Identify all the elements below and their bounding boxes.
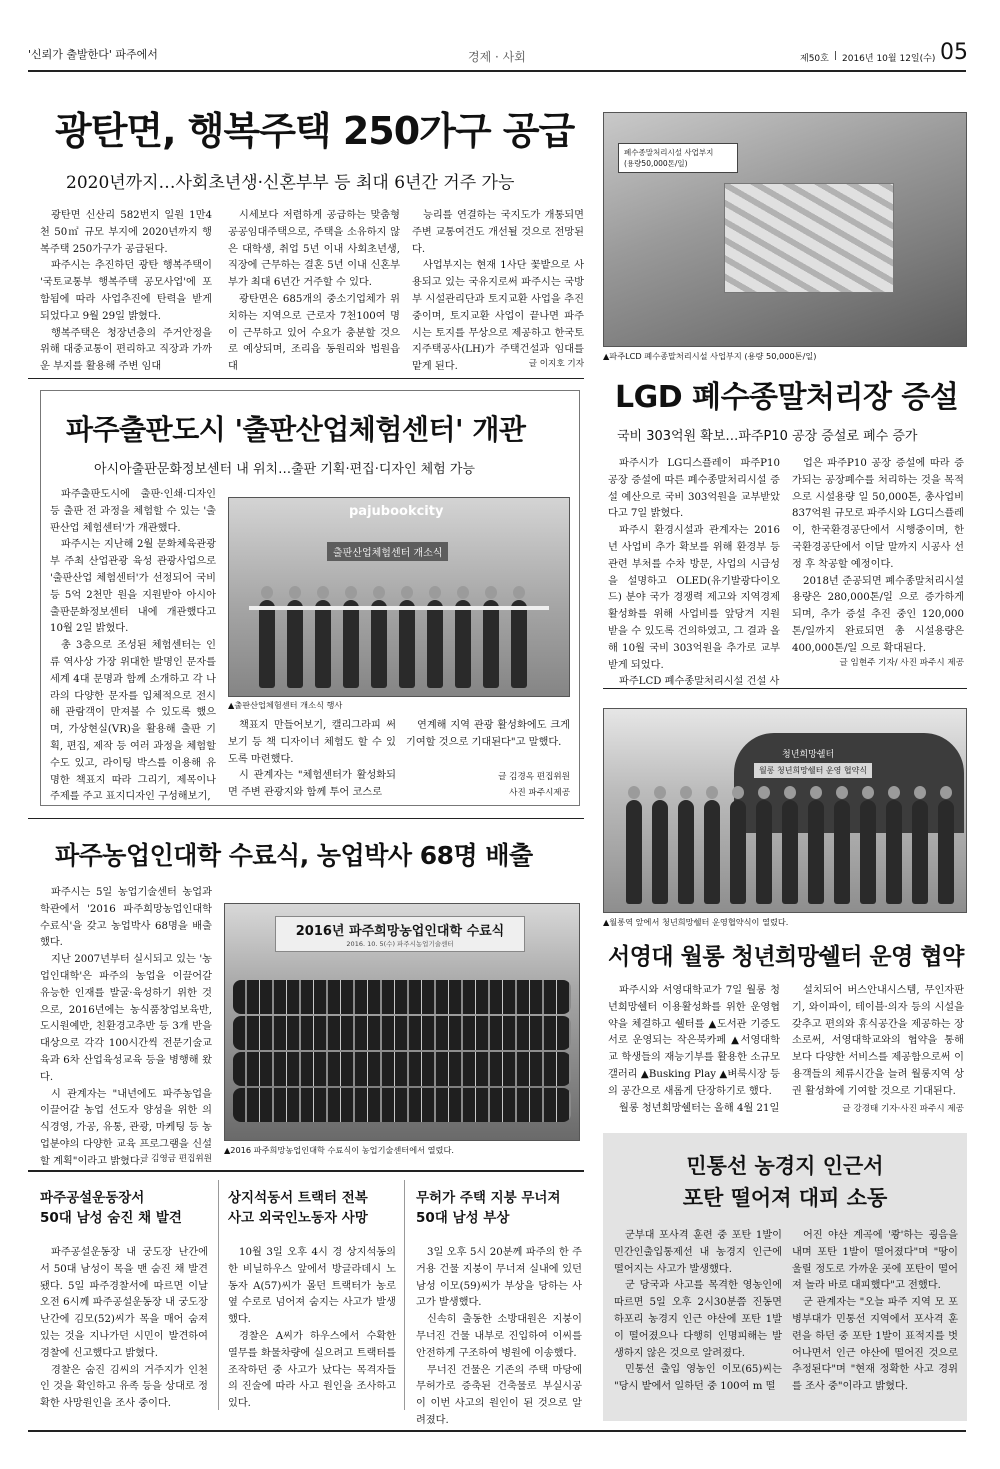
person-figure: [371, 600, 387, 688]
book-col3: 연계해 지역 관광 활성화에도 크게 기여할 것으로 기대된다"고 말했다.: [406, 720, 570, 748]
photo-ribbon-cutting: [228, 497, 570, 697]
graduate-row: [233, 1016, 571, 1050]
caption-ribbon-cutting: ▲출판산업체험센터 개소식 행사: [228, 700, 343, 710]
agri-col1: 파주시는 5일 농업기술센터 농업과학관에서 '2016 파주희망농업인대학 수료식'을 갖고 농업박사 68명을 배출했다. 지난 2007년부터 실시되고 있는 '농업인대학'은 파주의 농업을 이끌어갈 유능한 인재를 발굴·육성하기 위한 것으로, 2016년에는 농식품창업보육반, 도시원예반, 친환경고추반 등 3개 반을 대상으로 각각 100시간씩 전문기술교육과 6차 산업육성교육 등을 병행해 왔다. 시 관계자는 "내년에도 파주농업을 이끌어갈 농업 선도자 양성을 위한 의식경영, 가공, 유통, 관광, 마케팅 등 농업분야의 다양한 교육 프로그램을 신설할 계획"이라고 밝혔다.: [40, 887, 212, 1167]
person-figure: [652, 800, 668, 904]
brief1-headline: 파주공설운동장서 50대 남성 숨진 채 발견: [40, 1190, 182, 1226]
photo-sign-text: pajubookcity: [349, 504, 444, 519]
caption-youth-shelter: ▲월롱역 앞에서 청년희망쉘터 운영협약식이 열렸다.: [603, 917, 789, 927]
youth-col1: 파주시와 서영대학교가 7일 월롱 청년희망쉘터 이용활성화를 위한 운영협약을 체결하고 쉘터를 ▲도서관 기증도서로 운영되는 작은북카페 ▲서영대학교 학생들의 재능기부를 활용한 소규모 갤러리 ▲Busking Play ▲벼룩시장 등의 공간으로 새롭게 단장하기로 했다. 월롱 청년희망쉘터는 올해 4월 21일: [608, 985, 780, 1114]
person-figure: [455, 600, 471, 688]
person-figure: [427, 600, 443, 688]
person-figure: [730, 800, 746, 904]
photo-youth-shelter: [603, 708, 967, 913]
caption-wastewater-site: ▲파주LCD 폐수종말처리시설 사업부지 (용량 50,000톤/일): [603, 351, 817, 361]
brief-column-divider: [404, 1180, 405, 1410]
person-figure: [399, 600, 415, 688]
brief2-headline: 상지석동서 트랙터 전복 사고 외국인노동자 사망: [228, 1190, 368, 1226]
subhead-book-center: 아시아출판문화정보센터 내 위치…출판 기획·편집·디자인 체험 가능: [94, 462, 475, 477]
person-figure: [315, 600, 331, 688]
article1-col3: 능리를 연결하는 국지도가 개통되면 주변 교통여건도 개선될 것으로 전망된다. 사업부지는 현재 1사단 꽃밭으로 사용되고 있는 국유지로써 파주시는 국방부 시설관리단과 토지교환 사업을 추진 중이며, 토지교환 사업이 끝나면 파주시는 토지를 무상으로 제공하고 한국토지주택공사(LH)가 주택건설과 임대를 맡게 된다.: [412, 210, 584, 373]
graduate-row: [233, 1088, 571, 1122]
shelter-banner: 월롱 청년희망쉘터 운영 협약식: [754, 763, 872, 778]
footer-rule: [28, 1430, 966, 1432]
issue-divider: |: [834, 51, 838, 61]
person-figure: [678, 800, 694, 904]
briefs-top-rule: [28, 1170, 584, 1172]
brief2-body: 10월 3일 오후 4시 경 상지석동의 한 비닐하우스 앞에서 방글라데시 노동자 A(57)씨가 몰던 트랙터가 농로 옆 수로로 넘어져 숨지는 사고가 발생했다. 경찰은 A씨가 하우스에서 수확한 열무를 화물차량에 실으려고 트랙터를 조작하던 중 사고가 났다는 목격자들의 진술에 따라 사고 원인을 조사하고 있다.: [228, 1247, 396, 1410]
person-figure: [808, 800, 824, 904]
article1-col2: 시세보다 저렴하게 공급하는 맞춤형 공공임대주택으로, 주택을 소유하지 않은 대학생, 취업 5년 이내 사회초년생, 직장에 근무하는 결혼 5년 이내 신혼부부가 최대 6년간 거주할 수 있다. 광탄면은 685개의 중소기업체가 위치하는 지역으로 근로자 7천100여 명이 근무하고 있어 수요가 충분할 것으로 예상되며, 조리읍 동원리와 법원읍 대: [228, 210, 400, 373]
subhead-lgd: 국비 303억원 확보…파주P10 공장 증설로 폐수 증가: [617, 429, 918, 444]
graduate-row: [233, 1052, 571, 1086]
caption-agri-graduation: ▲2016 파주희망농업인대학 수료식이 농업기술센터에서 열렸다.: [224, 1145, 454, 1155]
person-figure: [886, 800, 902, 904]
person-figure: [704, 800, 720, 904]
brief1-body: 파주공설운동장 내 궁도장 난간에서 50대 남성이 목을 맨 숨진 채 발견됐다. 5일 파주경찰서에 따르면 이날 오전 6시께 파주공설운동장 내 궁도장 난간에 김모(52)씨가 목을 매어 숨져 있는 것을 지나가던 시민이 발견하여 경찰에 신고했다고 밝혔다. 경찰은 숨진 김씨의 거주지가 인천인 것을 확인하고 유족 등을 상대로 정확한 사망원인을 조사 중이다.: [40, 1247, 208, 1410]
person-figure: [343, 600, 359, 688]
site-plan-block: [724, 183, 894, 293]
person-figure: [259, 600, 275, 688]
headline-lgd: LGD 폐수종말처리장 증설: [615, 380, 959, 415]
headline-book-center: 파주출판도시 '출판산업체험센터' 개관: [66, 413, 526, 446]
mintong-col1: 군부대 포사격 훈련 중 포탄 1발이 민간인출입통제선 내 농경지 인근에 떨어지는 사고가 발생했다. 군 당국과 사고를 목격한 영농인에 따르면 5일 오후 2시30분쯤 진동면 하포리 농경지 인근 야산에 포탄 1발이 떨어졌으나 다행히 인명피해는 발생하지 않은 것으로 알려졌다. 민통선 출입 영농인 이모(65)씨는 "당시 밭에서 일하던 중 100여 m 떨: [614, 1230, 782, 1393]
headline-youth-shelter: 서영대 월롱 청년희망쉘터 운영 협약: [608, 944, 964, 970]
photo-label-box: 폐수종말처리시설 사업부지 (용량50,000톤/일): [618, 143, 738, 173]
photo-banner-text: 출판산업체험센터 개소식: [327, 542, 448, 561]
section-label: 경제 · 사회: [468, 50, 526, 64]
graduate-row: [233, 980, 571, 1014]
mintong-col2: 어진 야산 계곡에 '쾅'하는 굉음을 내며 포탄 1발이 떨어졌다"며 "땅이 울릴 정도로 가까운 곳에 포탄이 떨어져 놀라 바로 대피했다"고 전했다. 군 관계자는 "오늘 파주 지역 모 포병부대가 민통선 지역에서 포사격 훈련을 하던 중 포탄 1발이 표적지를 벗어나면서 인근 야산에 떨어진 것으로 추정된다"며 "현재 정확한 사고 경위를 조사 중"이라고 밝혔다.: [792, 1230, 958, 1393]
header-rule: [28, 70, 966, 72]
book-byline-photo: 사진 파주시제공: [509, 788, 570, 798]
brief-column-divider: [218, 1180, 219, 1410]
person-figure: [287, 600, 303, 688]
lgd-col2: 업은 파주P10 공장 증설에 따라 증가되는 공장폐수를 처리하는 것을 목적으로 시설용량 일 50,000톤, 총사업비 837억원 규모로 파주시와 LG디스플레이, 한국환경공단에서 시행중이며, 한국환경공단에서 이달 말까지 시공사 선정 후 착공할 예정이다. 2018년 준공되면 폐수종말처리시설 용량은 280,000톤/일 으로 증가하게 되며, 추가 증설 추진 중인 120,000톤/일까지 완료되면 총 시설용량은 400,000톤/일 으로 확대된다.: [792, 458, 964, 654]
issue-number: 제50호: [800, 54, 829, 64]
person-figure: [483, 600, 499, 688]
divider: [28, 818, 584, 819]
person-figure: [938, 800, 954, 904]
headline-happy-housing: 광탄면, 행복주택 250가구 공급: [55, 109, 575, 153]
brief3-headline: 무허가 주택 지붕 무너져 50대 남성 부상: [416, 1190, 561, 1226]
brief3-body: 3일 오후 5시 20분께 파주의 한 주거용 건물 지붕이 무너져 실내에 있던 남성 이모(59)씨가 부상을 당하는 사고가 발생했다. 신속히 출동한 소방대원은 지붕이 무너진 건물 내부로 진입하여 이씨를 안전하게 구조하여 병원에 이송했다. 무너진 건물은 기존의 주택 마당에 무허가로 증축된 건축물로 부실시공이 이번 사고의 원인이 된 것으로 알려졌다.: [416, 1247, 582, 1426]
person-figure: [626, 800, 642, 904]
book-col1: 파주출판도시에 출판·인쇄·디자인 등 출판 전 과정을 체험할 수 있는 '출판산업 체험센터'가 개관했다. 파주시는 지난해 2월 문화체육관광부 주최 산업관광 육성 관광사업으로 '출판산업 체험센터'가 선정되어 국비 등 5억 2천만 원을 지원받아 아시아출판문화정보센터 내에 개관했다고 10월 2일 밝혔다. 총 3층으로 조성된 체험센터는 인류 역사상 가장 위대한 발명인 문자를 세계 4대 문명과 함께 소개하고 각 나라의 다양한 문자를 입체적으로 전시해 관람객이 만져볼 수 있도록 했으며, 가상현실(VR)을 활용해 출판 기획, 편집, 제작 등 여러 과정을 체험할 수도 있고, 라이팅 박스를 이용해 유명한 책표지 따라 그리기, 제목이나 주제를 주고 표지디자인 구성해보기,: [50, 489, 216, 803]
headline-mintong: 민통선 농경지 인근서 포탄 떨어져 대피 소동: [682, 1154, 888, 1210]
issue-date: 2016년 10월 12일(수): [842, 54, 936, 64]
person-figure: [860, 800, 876, 904]
person-figure: [756, 800, 772, 904]
youth-byline: 글 강경태 기자·사진 파주시 제공: [842, 1104, 964, 1114]
youth-col2: 설치되어 버스안내시스템, 무인자판기, 와이파이, 테이블·의자 등의 시설을 갖추고 편의와 휴식공간을 제공하는 장소로써, 서영대학교와의 협약을 통해 보다 다양한 서비스를 제공함으로써 이용객들의 체류시간을 늘려 월롱지역 상권 활성화에 기여할 것으로 기대된다.: [792, 985, 964, 1097]
aerial-photo-wastewater-site: [603, 112, 967, 347]
divider: [28, 378, 584, 379]
person-figure: [511, 600, 527, 688]
article1-col1: 광탄면 신산리 582번지 일원 1만4천 50㎡ 규모 부지에 2020년까지 행복주택 250가구가 공급된다. 파주시는 추진하던 광탄 행복주택이 '국토교통부 행복주택 공모사업'에 포함됨에 따라 사업추진에 탄력을 받게 되었다고 9월 29일 밝혔다. 행복주택은 청장년층의 주거안정을 위해 대중교통이 편리하고 직장과 가까운 부지를 활용해 주변 임대: [40, 210, 212, 373]
divider: [603, 688, 967, 689]
headline-agri-college: 파주농업인대학 수료식, 농업박사 68명 배출: [55, 841, 533, 870]
lgd-byline: 글 임현주 기자/ 사진 파주시 제공: [839, 658, 964, 668]
photo-agri-graduation: [224, 903, 580, 1141]
subhead-happy-housing: 2020년까지…사회초년생·신혼부부 등 최대 6년간 거주 가능: [66, 173, 515, 193]
lgd-col1: 파주시가 LG디스플레이 파주P10 공장 증설에 따른 폐수종말처리시설 증설 예산으로 국비 303억원을 교부받았다고 7일 밝혔다. 파주시 환경시설과 관계자는 2016년 사업비 추가 확보를 위해 환경부 등 관련 부처를 수차 방문, 사업의 시급성을 설명하고 OLED(유기발광다이오드) 분야 국가 경쟁력 제고와 지역경제 활성화를 위해 사업비를 앞당겨 지원 받을 수 있도록 건의하였고, 그 결과 올해 10월 국비 303억원을 추가로 교부받게 되었다. 파주LCD 폐수종말처리시설 건설 사: [608, 458, 780, 688]
ribbon: [249, 606, 549, 610]
page-number: 05: [940, 40, 968, 65]
person-figure: [912, 800, 928, 904]
book-col2: 책표지 만들어보기, 캘리그라피 써보기 등 책 디자이너 체험도 할 수 있도록 마련했다. 시 관계자는 "체험센터가 활성화되면 주변 관광지와 함께 투어 코스로: [228, 720, 396, 799]
agri-byline: 글 김영금 편집위원: [140, 1154, 212, 1164]
graduation-banner: 2016년 파주희망농업인대학 수료식 2016. 10. 5(수) 파주시농업기술센터: [275, 916, 525, 952]
person-figure: [834, 800, 850, 904]
shelter-sign-title: 청년희망쉘터: [782, 750, 835, 760]
book-byline-writer: 글 김경옥 편집위원: [498, 772, 570, 782]
person-figure: [782, 800, 798, 904]
masthead-logo: '신뢰가 출발한다' 파주에서: [28, 48, 158, 61]
article1-byline: 글 이지호 기자: [528, 359, 584, 369]
